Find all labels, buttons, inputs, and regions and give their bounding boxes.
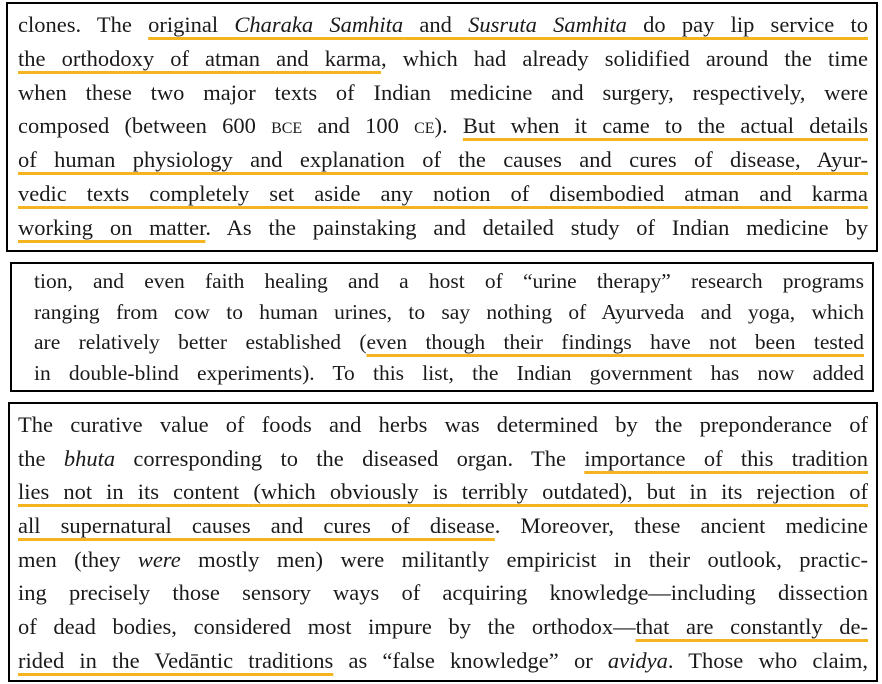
highlighted-phrase: Charaka Samhita (234, 12, 404, 37)
text-segment: when these two major texts of Indian medicine and surgery, respectively, were (18, 79, 868, 105)
text-segment: ranging from cow to human urines, to say nothing of Ayurveda and yoga, which (34, 299, 864, 324)
excerpt-box-2 (10, 262, 874, 392)
text-line (34, 358, 864, 389)
highlighted-phrase: the orthodoxy of atman and karma (18, 45, 381, 71)
text-segment: the (18, 445, 64, 471)
text-line (18, 42, 868, 76)
text-line (18, 408, 868, 442)
highlighted-phrase: importance of this tradition (584, 445, 868, 471)
excerpt-box-3 (8, 402, 878, 682)
highlighted-phrase: even though their findings have not been tested (366, 330, 864, 354)
text-line (34, 266, 864, 297)
text-segment: in double-blind experiments). To this list, the Indian government has now added (34, 360, 864, 385)
italic-term: avidya (607, 647, 668, 673)
highlighted-phrase: all supernatural causes and cures of disease (18, 513, 495, 539)
text-segment: . Those who claim, (667, 647, 868, 673)
text-line (18, 610, 868, 644)
text-segment: as “false knowledge” or (333, 647, 608, 673)
text-line (18, 442, 868, 476)
highlighted-phrase: original (148, 12, 235, 37)
text-segment: . Moreover, these ancient medicine (494, 513, 868, 539)
highlighted-phrase: rided in the Vedāntic traditions (18, 647, 334, 673)
text-segment: and 100 (302, 113, 415, 139)
text-segment: The curative value of foods and herbs was determined by the preponderance of (18, 412, 868, 437)
highlighted-phrase: do pay lip service to (626, 12, 869, 37)
text-line (34, 327, 864, 358)
text-segment: corresponding to the diseased organ. The (115, 445, 585, 471)
highlighted-phrase: vedic texts completely set aside any notion of disembodied atman and karma (18, 180, 868, 206)
text-line (18, 644, 868, 678)
highlighted-phrase: and (403, 12, 469, 37)
text-segment: of dead bodies, considered most impure by the orthodox— (18, 614, 636, 640)
text-segment: , which had already solidified around the time (380, 45, 869, 71)
text-line (18, 576, 868, 610)
text-line (18, 211, 868, 245)
text-segment: are relatively better established ( (34, 330, 367, 354)
text-line (18, 475, 868, 509)
highlighted-phrase: that are constantly de- (635, 614, 868, 640)
text-line (18, 109, 868, 143)
highlighted-phrase: lies not in its content (18, 479, 254, 505)
highlighted-phrase: working on matter (18, 214, 206, 240)
italic-term: were (137, 546, 181, 572)
text-segment: men (they (18, 546, 138, 572)
highlighted-phrase: of human physiology and explanation of the causes and cures of disease, Ayur- (18, 147, 868, 173)
text-line (18, 143, 868, 177)
era-abbreviation: bce (271, 113, 303, 139)
highlighted-phrase: , but in its rejection of (627, 479, 868, 505)
text-line (18, 8, 868, 42)
highlighted-phrase: (which obviously is terribly outdated) (253, 479, 628, 505)
text-segment: mostly men) were militantly empiricist in their outlook, practic- (180, 546, 868, 572)
text-line (18, 76, 868, 110)
text-line (18, 509, 868, 543)
excerpt-box-1 (6, 2, 878, 252)
era-abbreviation: ce (414, 113, 435, 139)
text-line (18, 543, 868, 577)
text-segment: . As the painstaking and detailed study of Indian medicine by (205, 214, 868, 240)
italic-term: bhuta (63, 445, 116, 471)
text-segment: clones. The (18, 12, 149, 37)
text-segment: composed (between 600 (18, 113, 272, 139)
highlighted-phrase: Susruta Samhita (468, 12, 627, 37)
highlighted-phrase: But when it came to the actual details (462, 113, 868, 139)
text-segment: tion, and even faith healing and a host of “urine therapy” research programs (34, 269, 864, 293)
text-line (34, 297, 864, 328)
text-segment: ). (434, 113, 463, 139)
text-line (18, 177, 868, 211)
text-segment: ing precisely those sensory ways of acquiring knowledge—including dissection (18, 580, 868, 606)
